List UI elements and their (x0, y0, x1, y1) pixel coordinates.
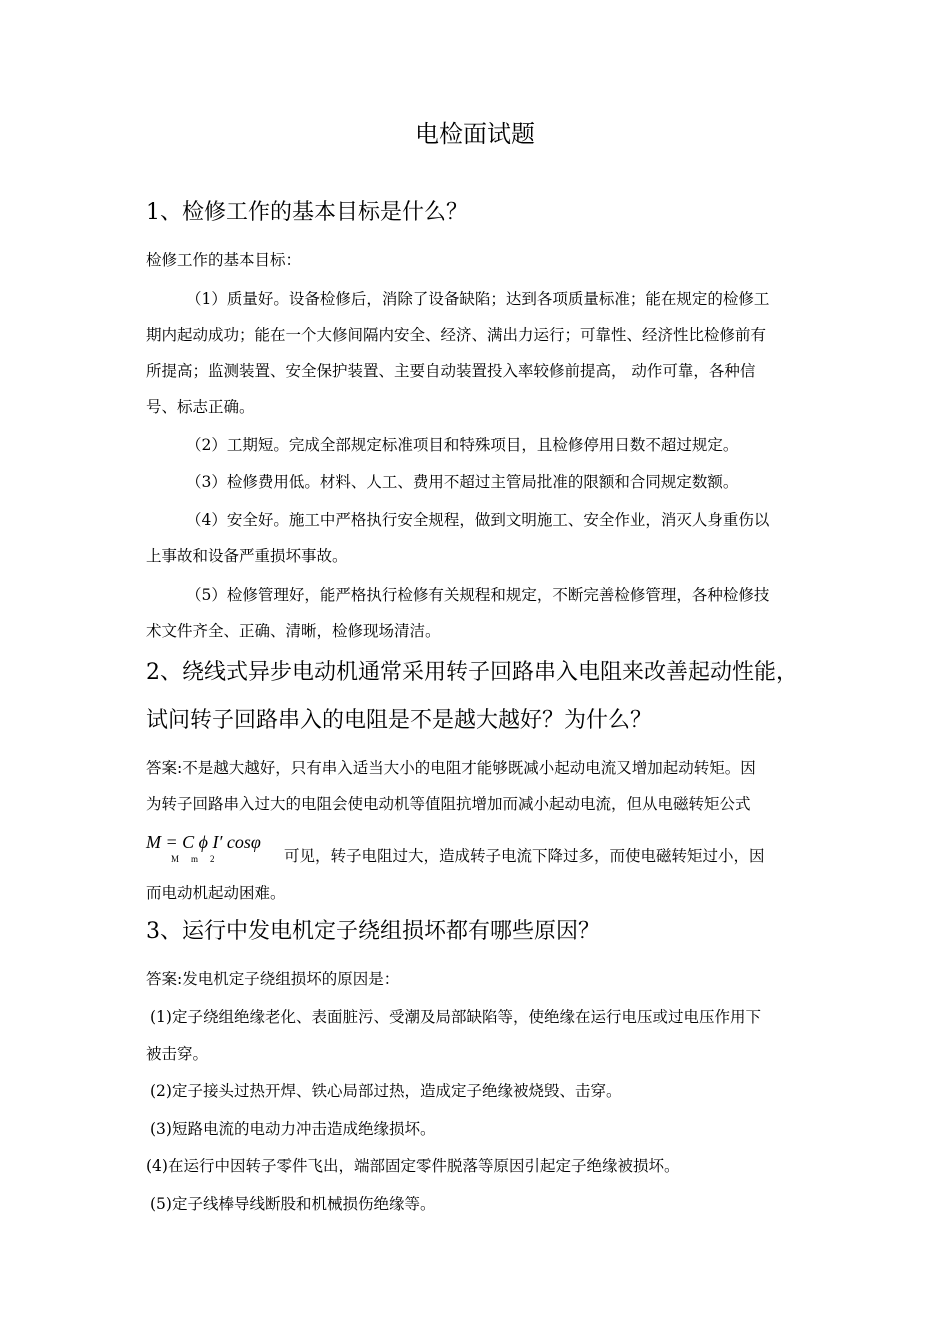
q2-answer-line-1: 答案:不是越大越好，只有串入适当大小的电阻才能够既减小起动电流又增加起动转矩。因 (146, 759, 756, 777)
formula-subscript-m-upper: M (171, 854, 180, 864)
q3-reason-5: (5)定子线棒导线断股和机械损伤绝缘等。 (150, 1195, 436, 1213)
question-3-heading: 3、运行中发电机定子绕组损坏都有哪些原因？ (146, 919, 600, 944)
question-2-heading-line-2: 试问转子回路串入的电阻是不是越大越好？为什么？ (146, 708, 653, 733)
formula-subscript-m-lower: m (191, 854, 199, 864)
q1-point-1-line-1: （1）质量好。设备检修后，消除了设备缺陷；达到各项质量标准；能在规定的检修工 (186, 290, 770, 308)
q3-reason-2: (2)定子接头过热开焊、铁心局部过热，造成定子绝缘被烧毁、击穿。 (150, 1082, 622, 1100)
q1-point-4-line-2: 上事故和设备严重损坏事故。 (146, 547, 348, 565)
q1-point-1-line-2: 期内起动成功；能在一个大修间隔内安全、经济、满出力运行；可靠性、经济性比检修前有 (146, 326, 767, 344)
q3-intro: 答案:发电机定子绕组损坏的原因是： (146, 970, 400, 988)
q1-point-2: （2）工期短。完成全部规定标准项目和特殊项目，且检修停用日数不超过规定。 (186, 436, 739, 454)
question-2-heading-line-1: 2、绕线式异步电动机通常采用转子回路串入电阻来改善起动性能， (146, 660, 798, 685)
q1-intro: 检修工作的基本目标： (146, 251, 302, 269)
q1-point-1-line-4: 号、标志正确。 (146, 398, 255, 416)
q3-reason-3: (3)短路电流的电动力冲击造成绝缘损坏。 (150, 1120, 436, 1138)
q2-answer-line-4: 而电动机起动困难。 (146, 884, 286, 902)
torque-formula (146, 832, 286, 866)
q1-point-3: （3）检修费用低。材料、人工、费用不超过主管局批准的限额和合同规定数额。 (186, 473, 739, 491)
q2-answer-line-3: 可见，转子电阻过大，造成转子电流下降过多，而使电磁转矩过小，因 (284, 847, 765, 865)
q1-point-5-line-1: （5）检修管理好，能严格执行检修有关规程和规定，不断完善检修管理，各种检修技 (186, 586, 770, 604)
q3-reason-1-line-1: (1)定子绕组绝缘老化、表面脏污、受潮及局部缺陷等，使绝缘在运行电压或过电压作用下 (150, 1008, 761, 1026)
question-1-heading: 1、检修工作的基本目标是什么？ (146, 200, 468, 225)
formula-main: M = C ϕ I′ cosφ (146, 832, 261, 852)
q3-reason-4: (4)在运行中因转子零件飞出，端部固定零件脱落等原因引起定子绝缘被损坏。 (146, 1157, 680, 1175)
q2-answer-line-2: 为转子回路串入过大的电阻会使电动机等值阻抗增加而减小起动电流，但从电磁转矩公式 (146, 795, 751, 813)
q1-point-1-line-3: 所提高；监测装置、安全保护装置、主要自动装置投入率较修前提高， 动作可靠，各种信 (146, 362, 756, 380)
q1-point-4-line-1: （4）安全好。施工中严格执行安全规程，做到文明施工、安全作业，消灭人身重伤以 (186, 511, 770, 529)
q1-point-5-line-2: 术文件齐全、正确、清晰，检修现场清洁。 (146, 622, 441, 640)
page-title: 电检面试题 (415, 120, 535, 148)
formula-subscript-2: 2 (210, 854, 215, 864)
q3-reason-1-line-2: 被击穿。 (146, 1045, 209, 1063)
